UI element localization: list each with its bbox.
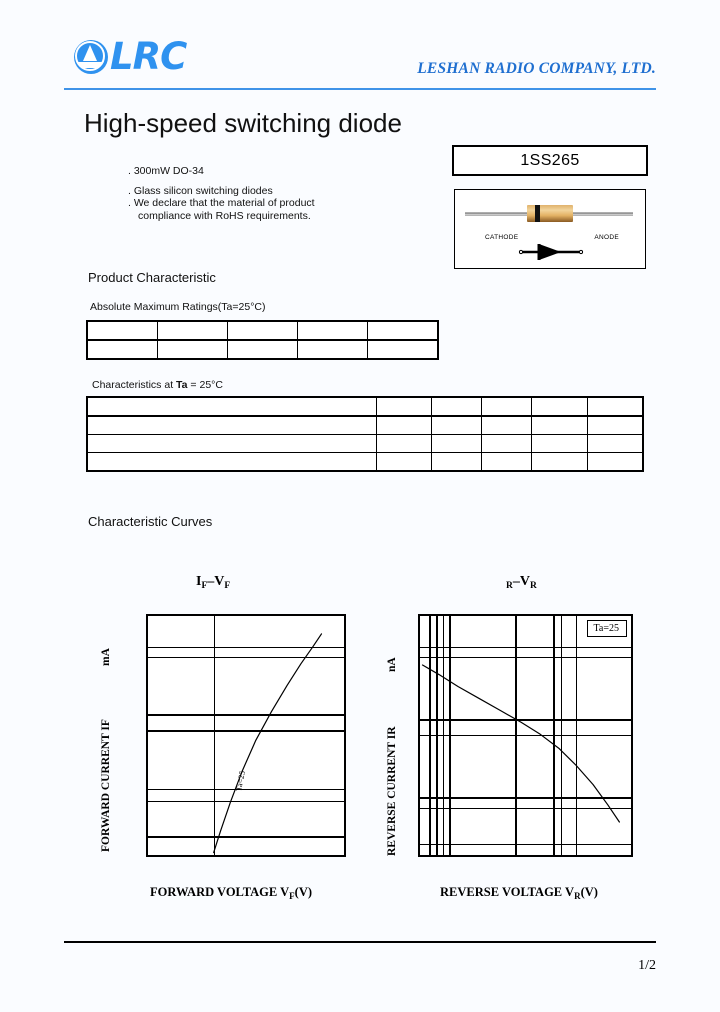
- bullet-item-continuation: compliance with RoHS requirements.: [138, 209, 311, 222]
- bullet-item: . 300mW DO-34: [128, 165, 204, 177]
- table-row: [87, 416, 643, 435]
- table-cell: [87, 416, 376, 435]
- table-cell: [376, 453, 432, 472]
- footer-divider: [64, 941, 656, 943]
- table-cell: [298, 340, 368, 359]
- chart-title-ir-vr-sub1: R: [506, 581, 513, 591]
- header-divider: [64, 88, 656, 90]
- section-title-product-characteristic: Product Characteristic: [88, 270, 216, 285]
- characteristics-caption: [92, 379, 223, 391]
- table-cell: [87, 453, 376, 472]
- chart-ir-vr-xlabel-main: REVERSE VOLTAGE V: [440, 885, 575, 899]
- chart-ir-vr-xlabel-tail: (V): [580, 885, 598, 899]
- chart-ir-vr-plot-area: [418, 614, 633, 857]
- chart-title-ir-vr: [506, 574, 537, 590]
- table-cell: [432, 453, 482, 472]
- table-cell: [587, 397, 643, 416]
- characteristics-caption-tail: = 25°C: [187, 379, 223, 391]
- package-outline-diagram: [454, 189, 646, 269]
- table-cell: [376, 435, 432, 453]
- chart-ir-vr-xlabel-sub: R: [574, 891, 581, 901]
- absolute-max-ratings-caption: Absolute Maximum Ratings(Ta=25°C): [90, 301, 266, 313]
- table-cell: [587, 435, 643, 453]
- table-cell: [532, 416, 588, 435]
- chart-title-if-vf-mid: –V: [207, 574, 225, 589]
- chart-if-vf-xlabel-main: FORWARD VOLTAGE V: [150, 885, 290, 899]
- part-number: 1SS265: [520, 151, 580, 169]
- table-cell: [532, 397, 588, 416]
- table-row: [87, 435, 643, 453]
- table-cell: [532, 435, 588, 453]
- table-cell: [158, 340, 228, 359]
- company-logo: [74, 35, 187, 78]
- table-cell: [587, 416, 643, 435]
- table-row: [87, 397, 643, 416]
- package-body: [527, 205, 573, 222]
- table-row: [87, 340, 438, 359]
- page-header: [64, 34, 656, 90]
- page-title: High-speed switching diode: [84, 108, 402, 138]
- table-cell: [87, 397, 376, 416]
- table-row: [87, 321, 438, 340]
- table-cell: [228, 340, 298, 359]
- chart-if-vf-xlabel-sub: F: [289, 891, 295, 901]
- cathode-label: CATHODE: [485, 234, 519, 241]
- table-cell: [87, 435, 376, 453]
- chart-if-vf-yunit: mA: [100, 648, 112, 666]
- table-cell: [376, 397, 432, 416]
- chart-if-vf-xlabel: [150, 885, 312, 900]
- table-cell: [482, 416, 532, 435]
- cathode-band: [535, 205, 540, 222]
- table-cell: [376, 416, 432, 435]
- table-cell: [482, 435, 532, 453]
- table-cell: [158, 321, 228, 340]
- table-cell: [368, 340, 439, 359]
- bullet-item: . We declare that the material of product: [128, 197, 315, 209]
- chart-if-vf-ylabel: FORWARD CURRENT IF: [100, 719, 112, 852]
- chart-title-if-vf-sub2: F: [224, 581, 231, 591]
- chart-title-ir-vr-sub2: R: [530, 581, 537, 591]
- diode-symbol-icon: [517, 243, 585, 261]
- table-cell: [482, 397, 532, 416]
- chart-title-if-vf-sub1: F: [201, 581, 208, 591]
- page-number: 1/2: [638, 958, 656, 973]
- table-cell: [587, 453, 643, 472]
- table-cell: [432, 397, 482, 416]
- table-cell: [532, 453, 588, 472]
- section-title-characteristic-curves: Characteristic Curves: [88, 514, 213, 529]
- table-cell: [228, 321, 298, 340]
- chart-if-vf-annotation: Ta=25: [234, 770, 248, 793]
- chart-title-if-vf-main: I: [196, 574, 202, 589]
- chart-ir-vr-yunit: nA: [386, 657, 398, 672]
- chart-if-vf-plot-area: [146, 614, 346, 857]
- company-name: LESHAN RADIO COMPANY, LTD.: [417, 60, 656, 77]
- anode-label: ANODE: [594, 234, 619, 241]
- table-cell: [87, 340, 158, 359]
- chart-if-vf-xlabel-tail: (V): [294, 885, 313, 899]
- part-number-box: [452, 145, 648, 176]
- chart-title-if-vf: [196, 574, 230, 590]
- chart-ir-vr-ylabel: REVERSE CURRENT IR: [386, 726, 398, 856]
- chart-curve: [148, 616, 344, 855]
- characteristics-table: [86, 396, 644, 472]
- table-cell: [298, 321, 368, 340]
- chart-ir-vr-xlabel: [440, 885, 598, 900]
- table-cell: [368, 321, 439, 340]
- table-cell: [432, 416, 482, 435]
- table-row: [87, 453, 643, 472]
- table-cell: [87, 321, 158, 340]
- chart-ir-vr-annotation: Ta=25: [587, 620, 628, 637]
- feature-bullets: [128, 166, 428, 221]
- bullet-item: . Glass silicon switching diodes: [128, 184, 273, 197]
- table-cell: [432, 435, 482, 453]
- characteristics-caption-ta: Ta: [176, 379, 188, 391]
- chart-curve: [420, 616, 631, 855]
- logo-wordmark: LRC: [110, 35, 187, 78]
- characteristics-caption-lead: Characteristics at: [92, 379, 177, 391]
- lrc-circle-sail-logo-icon: [74, 40, 108, 74]
- absolute-max-ratings-table: [86, 320, 439, 360]
- chart-title-ir-vr-mid: –V: [512, 574, 530, 589]
- table-cell: [482, 453, 532, 472]
